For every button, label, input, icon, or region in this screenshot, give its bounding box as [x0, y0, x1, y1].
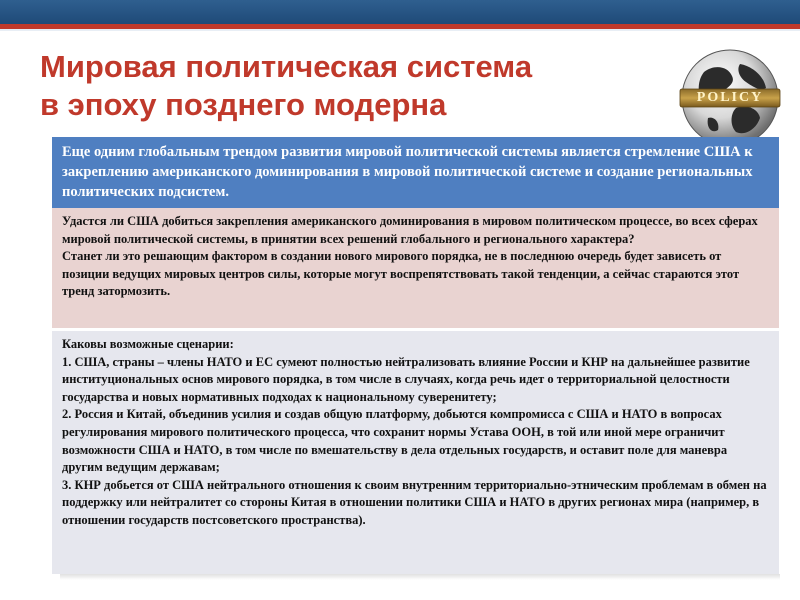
- scenario-2: 2. Россия и Китай, объединив усилия и создав общую платформу, добьются компромисса с США и НАТО в вопросах регулирования мирового политического процесса, что сохранит нормы Устава ООН, в той или иной мере ограничит возможности США и НАТО, в том числе по вмешательству в дела отдельных государств, и оставит поле для маневра другим ведущим державам;: [62, 407, 728, 475]
- questions-panel: [52, 208, 779, 328]
- scenarios-panel: [52, 331, 779, 574]
- slide-title: [40, 48, 600, 124]
- top-divider: [0, 29, 800, 31]
- scenarios-intro: Каковы возможные сценарии:: [62, 337, 234, 351]
- scenario-3: 3. КНР добьется от США нейтрального отношения к своим внутренним территориально-этническим проблемам в обмен на поддержку или нейтралитет со стороны Китая в отношении политики США и НАТО в других регионах мира (например, в отношении государств постсоветского пространства).: [62, 477, 767, 527]
- question-paragraph-2: Станет ли это решающим фактором в создании нового мирового порядка, не в последнюю очередь будет зависеть от позиции ведущих мировых центров силы, которые могут воспрепятствовать такой тенденции, а сейчас стараются этот тренд затормозить.: [62, 249, 740, 299]
- slide-title-line-2: в эпоху позднего модерна: [40, 87, 447, 122]
- panel-shadow: [60, 574, 780, 580]
- policy-logo-label: POLICY: [696, 90, 764, 105]
- question-paragraph-1: Удастся ли США добиться закрепления американского доминирования в мировом политическом процессе, во всех сферах мировой политической системы, в принятии всех решений глобального и регионального характера?: [62, 214, 758, 246]
- key-trend-panel: [52, 137, 779, 208]
- scenario-1: 1. США, страны – члены НАТО и ЕС сумеют полностью нейтрализовать влияние России и КНР на дальнейшее развитие институциональных основ мирового порядка, в том числе в случаях, когда речь идет о территориальной целостности государства и новых нормативных подходах к национальному суверенитету;: [62, 354, 750, 404]
- top-banner: [0, 0, 800, 24]
- slide-title-line-1: Мировая политическая система: [40, 49, 533, 84]
- key-trend-text: Еще одним глобальным трендом развития мировой политической системы является стремление США к закреплению американского доминирования в мировой политической системе и создание региональных политических подсистем.: [62, 144, 753, 200]
